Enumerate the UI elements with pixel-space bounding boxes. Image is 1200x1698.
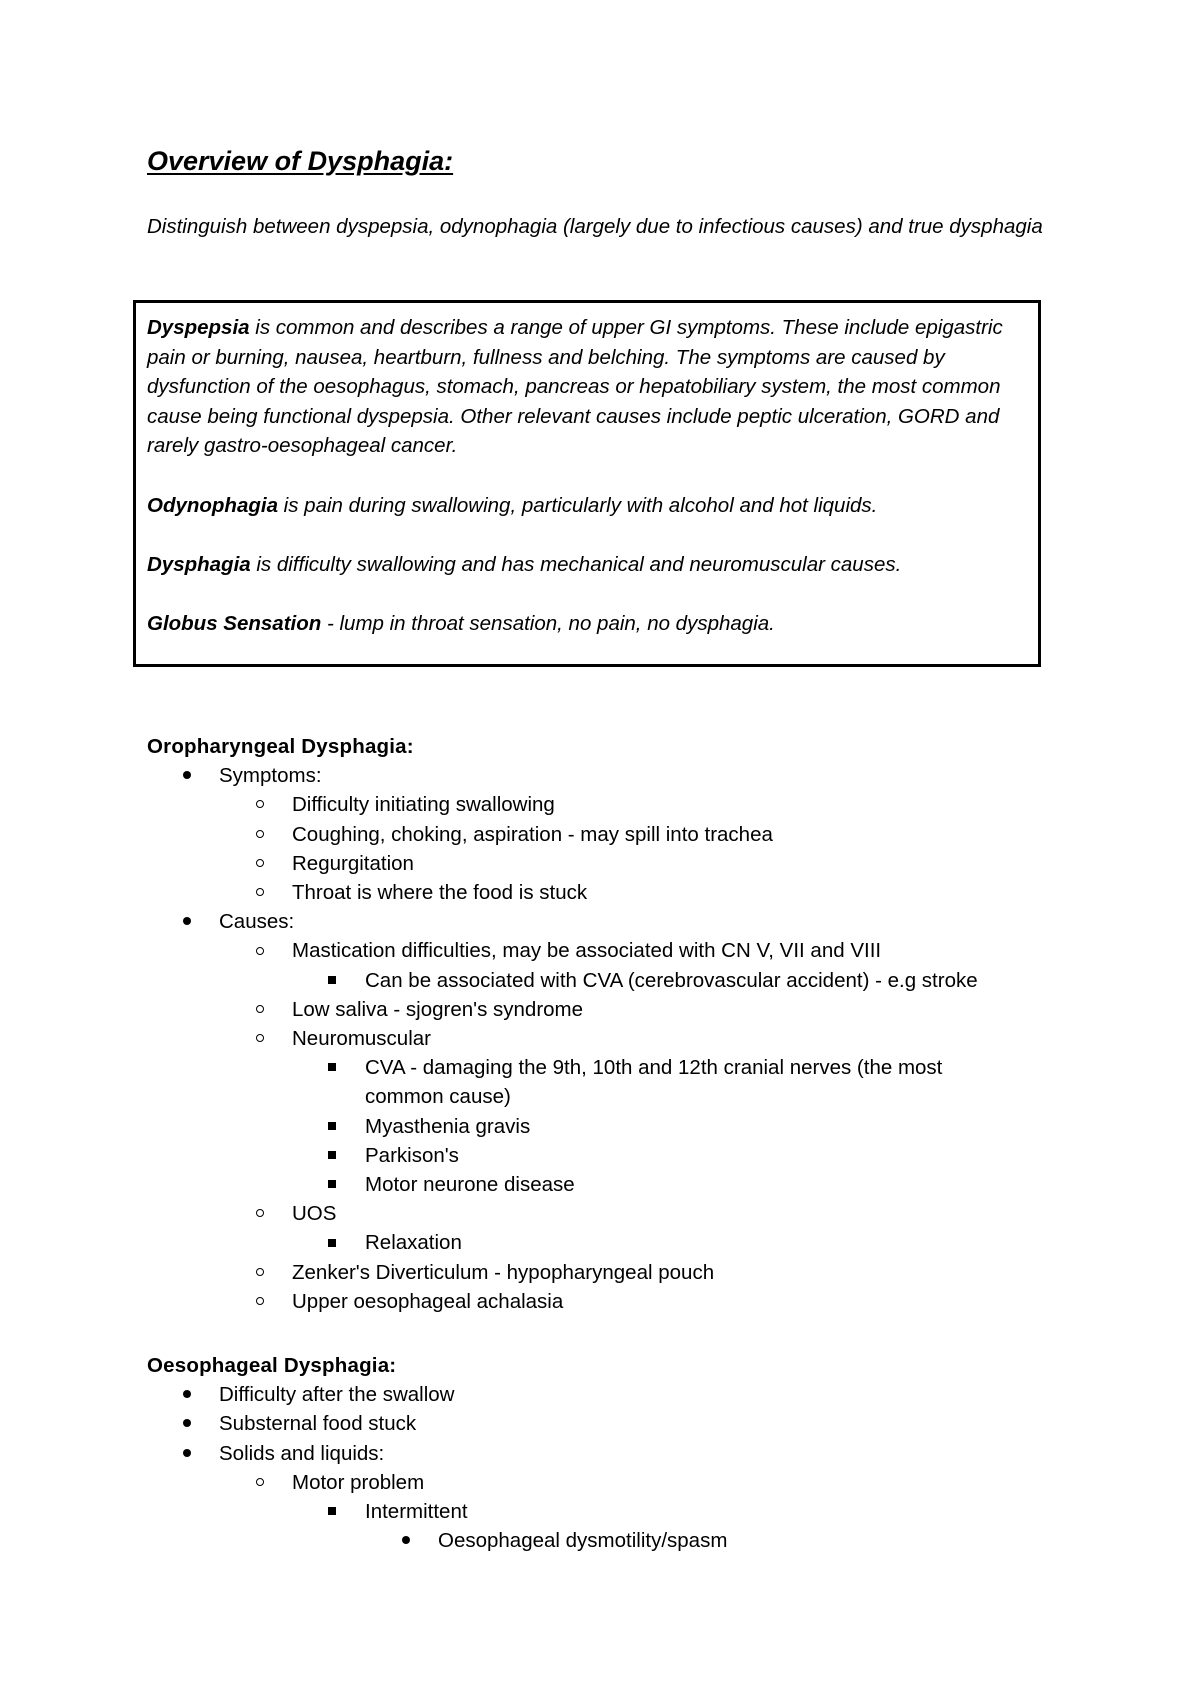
bullet-circle-icon	[256, 1287, 264, 1316]
list-item	[365, 1526, 1157, 1555]
definition-text: is difficulty swallowing and has mechanical and neuromuscular causes.	[250, 552, 902, 576]
list-item	[147, 907, 1157, 1316]
list-item	[147, 1409, 1157, 1438]
list-item	[219, 995, 1157, 1024]
list-item-text: Motor problem	[292, 1470, 425, 1494]
bullet-dot-icon	[402, 1526, 410, 1555]
oropharyngeal-section	[147, 732, 1157, 1316]
mastication-sublist	[292, 966, 1157, 995]
motor-sublist	[292, 1497, 1157, 1555]
bullet-circle-icon	[256, 878, 264, 907]
list-item	[219, 1258, 1157, 1287]
list-item	[219, 820, 1157, 849]
list-item	[147, 1439, 1157, 1556]
list-item-text: Causes:	[219, 910, 295, 934]
definition-term: Odynophagia	[147, 493, 278, 517]
list-item-text: Motor neurone disease	[365, 1173, 575, 1197]
bullet-square-icon	[328, 1141, 336, 1170]
definition-text: is common and describes a range of upper GI symptoms. These include epigastric pain or burning, nausea, heartburn, fullness and belching. The symptoms are caused by dysfunction of the oesophagus, stomach, pancreas or hepatobiliary system, the most common cause being functional dyspepsia. Other relevant causes include peptic ulceration, GORD and rarely gastro-oesophageal cancer.	[147, 316, 1003, 458]
causes-list	[219, 936, 1157, 1316]
bullet-dot-icon	[183, 761, 191, 790]
bullet-dot-icon	[183, 1409, 191, 1438]
list-item	[292, 1170, 1157, 1199]
bullet-square-icon	[328, 966, 336, 995]
list-item	[292, 1053, 1157, 1111]
list-item	[219, 849, 1157, 878]
list-item-text: Substernal food stuck	[219, 1412, 417, 1436]
list-item-text: Relaxation	[365, 1231, 462, 1255]
definition-term: Globus Sensation	[147, 611, 322, 635]
bullet-dot-icon	[183, 1380, 191, 1409]
definition-odynophagia	[147, 491, 1027, 521]
list-item-text: Mastication difficulties, may be associated with CN V, VII and VIII	[292, 939, 882, 963]
list-item	[219, 878, 1157, 907]
list-item-text: Solids and liquids:	[219, 1441, 385, 1465]
list-item	[292, 966, 1157, 995]
list-item-text: Regurgitation	[292, 851, 414, 875]
bullet-square-icon	[328, 1053, 336, 1082]
list-item-text: Low saliva - sjogren's syndrome	[292, 997, 584, 1021]
list-item-text: Difficulty initiating swallowing	[292, 793, 555, 817]
page-title: Overview of Dysphagia:	[147, 146, 454, 176]
bullet-circle-icon	[256, 1468, 264, 1497]
list-item-text: Upper oesophageal achalasia	[292, 1289, 564, 1313]
bullet-square-icon	[328, 1112, 336, 1141]
list-item-text: Neuromuscular	[292, 1027, 431, 1051]
bullet-circle-icon	[256, 849, 264, 878]
list-item-text: Coughing, choking, aspiration - may spill into trachea	[292, 822, 773, 846]
list-item	[292, 1112, 1157, 1141]
definition-term: Dyspepsia	[147, 316, 250, 339]
bullet-circle-icon	[256, 1258, 264, 1287]
list-item-text: UOS	[292, 1202, 337, 1226]
section-heading: Oropharyngeal Dysphagia:	[147, 735, 414, 758]
uos-sublist	[292, 1228, 1157, 1257]
list-item	[219, 1024, 1157, 1199]
bullet-circle-icon	[256, 820, 264, 849]
list-item-text: Symptoms:	[219, 764, 322, 788]
intermittent-sublist	[365, 1526, 1157, 1555]
solids-liquids-list	[219, 1468, 1157, 1556]
list-item-text: Oesophageal dysmotility/spasm	[438, 1529, 728, 1553]
bullet-square-icon	[328, 1170, 336, 1199]
list-item	[219, 1287, 1157, 1316]
definition-text: is pain during swallowing, particularly with alcohol and hot liquids.	[277, 493, 878, 517]
definition-text: - lump in throat sensation, no pain, no dysphagia.	[321, 611, 775, 635]
list-item-text: Parkison's	[365, 1143, 459, 1167]
list-item	[219, 1468, 1157, 1556]
symptoms-list	[219, 790, 1157, 907]
list-item	[292, 1228, 1157, 1257]
list-item	[292, 1141, 1157, 1170]
list-item-text: Zenker's Diverticulum - hypopharyngeal pouch	[292, 1260, 715, 1284]
list-item-text: CVA - damaging the 9th, 10th and 12th cranial nerves (the most common cause)	[365, 1056, 943, 1109]
bullet-dot-icon	[183, 907, 191, 936]
list-item	[292, 1497, 1157, 1555]
bullet-square-icon	[328, 1497, 336, 1526]
definition-dyspepsia	[147, 313, 1027, 461]
definitions-box	[133, 300, 1041, 667]
bullet-circle-icon	[256, 1024, 264, 1053]
oesophageal-section	[147, 1351, 1157, 1555]
list-item-text: Throat is where the food is stuck	[292, 881, 588, 905]
list-item-text: Difficulty after the swallow	[219, 1383, 455, 1407]
bullet-circle-icon	[256, 995, 264, 1024]
bullet-dot-icon	[183, 1439, 191, 1468]
bullet-circle-icon	[256, 790, 264, 819]
section-heading: Oesophageal Dysphagia:	[147, 1354, 397, 1377]
list-item-text: Intermittent	[365, 1500, 468, 1524]
bullet-circle-icon	[256, 1199, 264, 1228]
definition-term: Dysphagia	[147, 552, 251, 576]
list-item	[219, 790, 1157, 819]
bullet-circle-icon	[256, 936, 264, 965]
list-item	[147, 761, 1157, 907]
oropharyngeal-list	[147, 761, 1157, 1316]
page-subtitle: Distinguish between dyspepsia, odynophagia (largely due to infectious causes) and true dysphagia	[147, 215, 1043, 238]
definition-dysphagia	[147, 550, 1027, 580]
neuromuscular-sublist	[292, 1053, 1157, 1199]
list-item-text: Can be associated with CVA (cerebrovascular accident) - e.g stroke	[365, 968, 978, 992]
definition-globus	[147, 609, 1027, 639]
list-item	[219, 1199, 1157, 1257]
list-item	[147, 1380, 1157, 1409]
oesophageal-list	[147, 1380, 1157, 1555]
list-item-text: Myasthenia gravis	[365, 1114, 531, 1138]
list-item	[219, 936, 1157, 994]
bullet-square-icon	[328, 1228, 336, 1257]
